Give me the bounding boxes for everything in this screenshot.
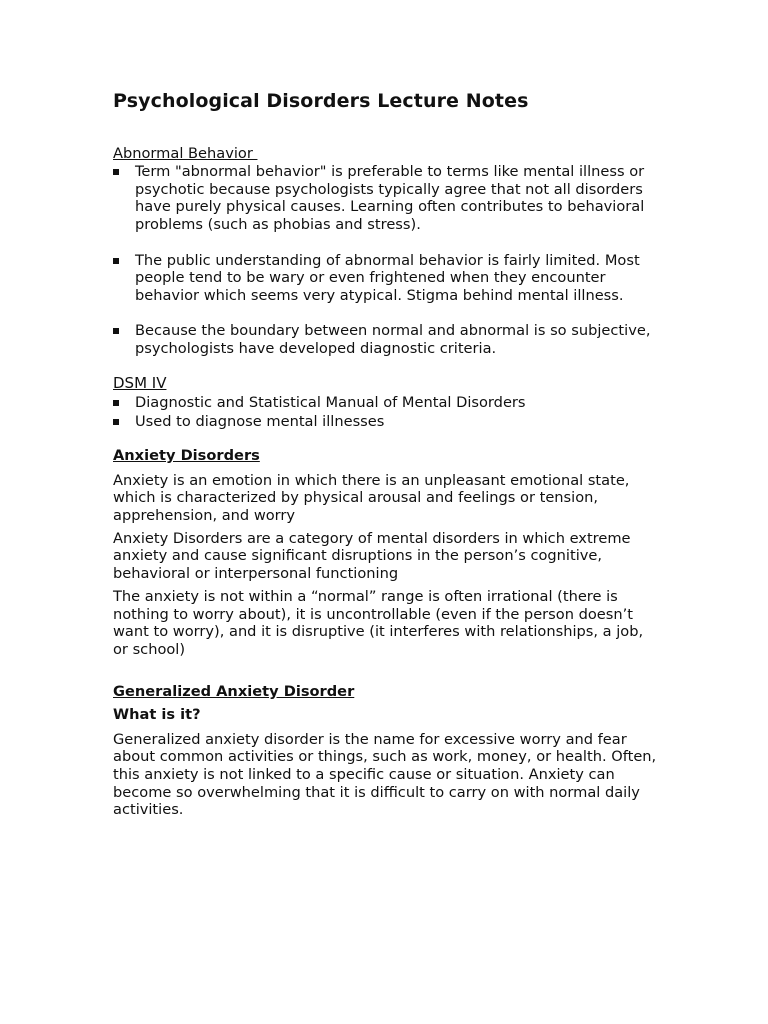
- list-item: The public understanding of abnormal behavior is fairly limited. Most people tend to be wary or even frightened when they encounter behavior which seems very atypical. Stigma behind mental illness.: [113, 252, 658, 305]
- abnormal-behavior-heading: Abnormal Behavior: [113, 145, 258, 162]
- bullet-square-icon: [113, 169, 119, 175]
- list-item: Diagnostic and Statistical Manual of Mental Disorders: [113, 394, 658, 412]
- bullet-square-icon: [113, 258, 119, 264]
- anxiety-disorders-heading: Anxiety Disorders: [113, 446, 260, 464]
- list-item: Because the boundary between normal and abnormal is so subjective, psychologists have developed diagnostic criteria.: [113, 322, 658, 357]
- anxiety-paragraph-2: Anxiety Disorders are a category of mental disorders in which extreme anxiety and cause significant disruptions in the person’s cognitive, behavioral or interpersonal functioning: [113, 529, 631, 583]
- bullet-square-icon: [113, 328, 119, 334]
- list-item: Term "abnormal behavior" is preferable to terms like mental illness or psychotic because psychologists typically agree that not all disorders have purely physical causes. Learning often contributes to behavioral problems (such as phobias and stress).: [113, 163, 658, 234]
- dsm-iv-list: [113, 394, 658, 431]
- anxiety-paragraph-3: The anxiety is not within a “normal” range is often irrational (there is nothing to worry about), it is uncontrollable (even if the person doesn’t want to worry), and it is disruptive (it interferes with relationships, a job, or school): [113, 587, 644, 658]
- anxiety-paragraph-1: Anxiety is an emotion in which there is an unpleasant emotional state, which is characterized by physical arousal and feelings or tension, apprehension, and worry: [113, 471, 630, 525]
- dsm-iv-heading: DSM IV: [113, 373, 167, 392]
- bullet-square-icon: [113, 400, 119, 406]
- abnormal-behavior-list: [113, 163, 658, 358]
- gad-subheading: What is it?: [113, 705, 201, 723]
- gad-heading: Generalized Anxiety Disorder: [113, 682, 355, 700]
- gad-paragraph: Generalized anxiety disorder is the name for excessive worry and fear about common activities or things, such as work, money, or health. Often, this anxiety is not linked to a specific cause or situation. Anxiety can become so overwhelming that it is difficult to carry on with normal daily activities.: [113, 730, 657, 819]
- list-item: Used to diagnose mental illnesses: [113, 413, 658, 431]
- document-title: Psychological Disorders Lecture Notes: [113, 90, 529, 112]
- document-page: [113, 88, 658, 819]
- bullet-square-icon: [113, 419, 119, 425]
